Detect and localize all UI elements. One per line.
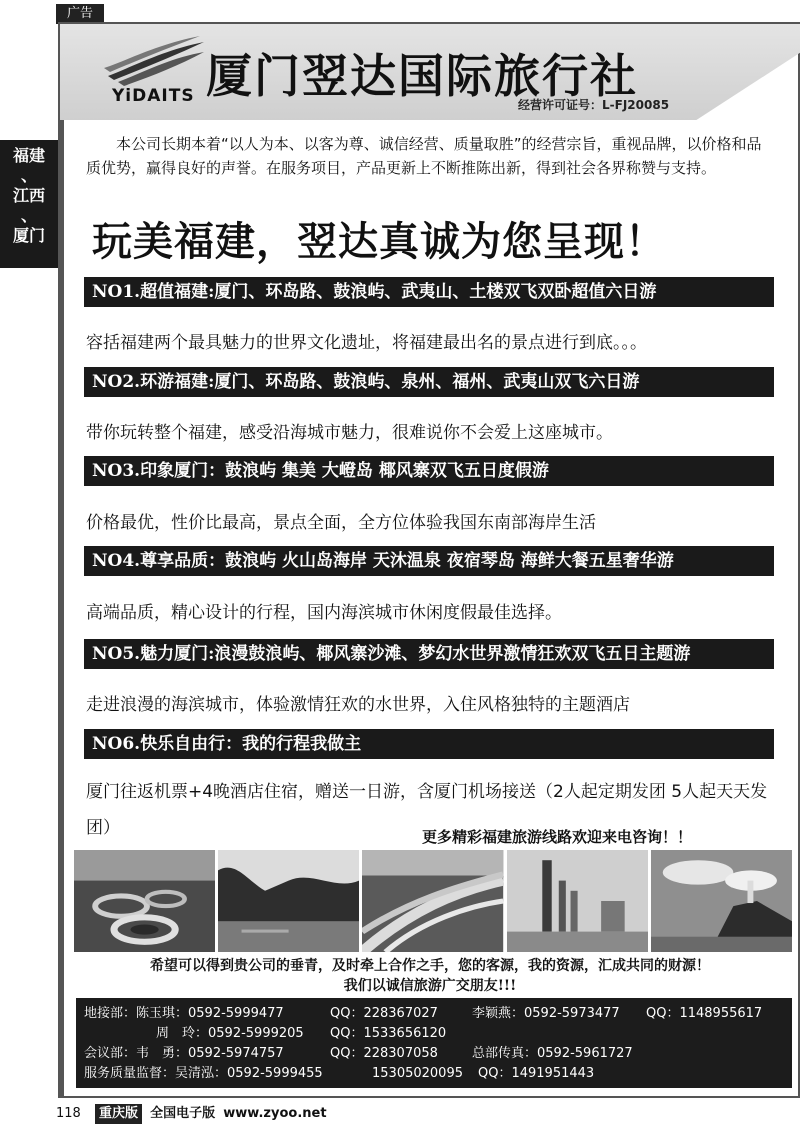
contact-text: 周 玲：0592-5999205 — [156, 1026, 304, 1041]
logo-text: YiDAITS — [112, 86, 195, 106]
photo-strip — [74, 850, 792, 952]
tour-desc-1: 容括福建两个最具魅力的世界文化遗址，将福建最出名的景点进行到底。。。 — [86, 333, 647, 353]
side-tab-item: 厦门 — [12, 226, 45, 245]
tulou-photo — [74, 850, 215, 952]
company-name: 厦门翌达国际旅行社 — [206, 49, 638, 103]
tour-title-6: NO6.快乐自由行：我的行程我做主 — [84, 729, 774, 759]
contact-box — [76, 998, 792, 1088]
edition-badge: 重庆版 — [95, 1104, 142, 1124]
side-tab-item: 福建 — [12, 146, 45, 165]
website-link[interactable]: www.zyoo.net — [223, 1106, 327, 1121]
contact-text: 总部传真：0592-5961727 — [472, 1046, 633, 1061]
slogan-line-2: 我们以诚信旅游广交朋友!!! — [343, 978, 517, 994]
tour-desc-5: 走进浪漫的海滨城市，体验激情狂欢的水世界，入住风格独特的主题酒店 — [86, 695, 630, 715]
tour-desc-2: 带你玩转整个福建，感受沿海城市魅力，很难说你不会爱上这座城市。 — [86, 423, 613, 443]
city-skyline-photo — [507, 850, 648, 952]
company-logo — [104, 36, 208, 110]
tour-desc-4: 高端品质，精心设计的行程，国内海滨城市休闲度假最佳选择。 — [86, 603, 562, 623]
contact-qq: QQ：228307058 — [330, 1046, 438, 1061]
side-tab-divider: 、 — [20, 166, 37, 185]
headline: 玩美福建，翌达真诚为您呈现！ — [92, 218, 666, 265]
tour-desc-3: 价格最优，性价比最高，景点全面，全方位体验我国东南部海岸生活 — [86, 513, 596, 533]
lake-mountain-photo — [218, 850, 359, 952]
header — [60, 24, 800, 120]
side-tab-item: 江西 — [12, 186, 45, 205]
intro-paragraph: 本公司长期本着“以人为本、以客为尊、诚信经营、质量取胜”的经营宗旨，重视品牌，以价格和品质优势，赢得良好的声誉。在服务项目，产品更新上不断推陈出新，得到社会各界称赞与支持。 — [86, 135, 762, 177]
contact-row — [84, 1024, 792, 1044]
page-number: 118 — [56, 1106, 81, 1121]
highway-photo — [362, 850, 503, 952]
tour-title-2: NO2.环游福建:厦门、环岛路、鼓浪屿、泉州、福州、武夷山双飞六日游 — [84, 367, 774, 397]
contact-row — [84, 1004, 792, 1024]
national-edition: 全国电子版 — [150, 1106, 216, 1121]
contact-qq: QQ：228367027 — [330, 1006, 438, 1021]
tour-title-5: NO5.魅力厦门:浪漫鼓浪屿、椰风寨沙滩、梦幻水世界激情狂欢双飞五日主题游 — [84, 639, 774, 669]
side-tab-regions — [0, 140, 58, 268]
contact-text: 地接部：陈玉琪：0592-5999477 — [84, 1006, 284, 1021]
contact-row — [84, 1064, 792, 1084]
page-footer — [56, 1104, 327, 1124]
tour-title-3: NO3.印象厦门：鼓浪屿 集美 大嶝岛 椰风寨双飞五日度假游 — [84, 456, 774, 486]
contact-mobile: 15305020095 — [372, 1066, 463, 1081]
contact-text: 会议部：韦 勇：0592-5974757 — [84, 1046, 284, 1061]
slogan — [70, 956, 790, 996]
ad-label: 广告 — [56, 4, 104, 24]
contact-qq: QQ：1148955617 — [646, 1006, 763, 1021]
contact-text: 服务质量监督：吴清泓：0592-5999455 — [84, 1066, 323, 1081]
swoosh-logo-icon — [104, 36, 208, 86]
call-to-action: 更多精彩福建旅游线路欢迎来电咨询！！ — [422, 828, 693, 846]
island-lighthouse-photo — [651, 850, 792, 952]
slogan-line-1: 希望可以得到贵公司的垂青，及时牵上合作之手，您的客源，我的资源，汇成共同的财源！ — [150, 958, 710, 974]
tour-title-4: NO4.尊享品质：鼓浪屿 火山岛海岸 天沐温泉 夜宿琴岛 海鲜大餐五星奢华游 — [84, 546, 774, 576]
tour-title-1: NO1.超值福建:厦门、环岛路、鼓浪屿、武夷山、土楼双飞双卧超值六日游 — [84, 277, 774, 307]
contact-qq: QQ：1533656120 — [330, 1026, 447, 1041]
license-number: 经营许可证号：L-FJ20085 — [518, 98, 670, 112]
contact-text: 李颖燕：0592-5973477 — [472, 1006, 620, 1021]
contact-row — [84, 1044, 792, 1064]
side-tab-divider: 、 — [20, 206, 37, 225]
tour-desc-6: 厦门往返机票+4晚酒店住宿，赠送一日游，含厦门机场接送（2人起定期发团 5人起天天发团） — [86, 782, 768, 838]
contact-qq: QQ：1491951443 — [478, 1066, 595, 1081]
